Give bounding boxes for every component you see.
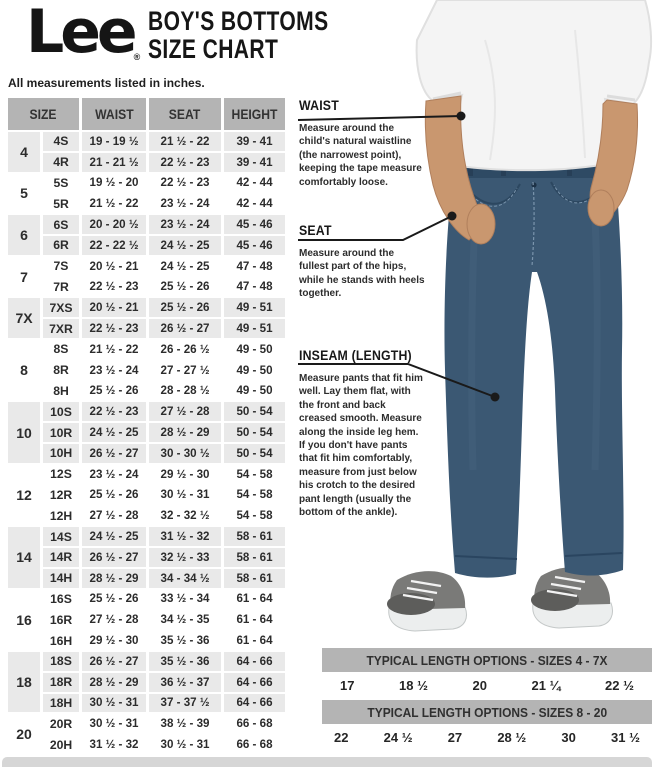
seat-value: 37 - 37 ½	[149, 694, 221, 713]
size-code: 14R	[43, 548, 79, 567]
size-table	[8, 98, 285, 754]
waist-value: 20 ½ - 21	[82, 298, 146, 317]
seat-value: 31 ½ - 32	[149, 527, 221, 546]
length-option-value: 22	[334, 729, 349, 745]
length-option-value: 28 ½	[497, 729, 527, 745]
size-code: 14S	[43, 527, 79, 546]
seat-value: 24 ½ - 25	[160, 259, 210, 273]
height-value: 64 - 66	[224, 694, 285, 713]
column-header-seat: SEAT	[149, 98, 221, 130]
size-code: 12H	[49, 508, 73, 523]
size-group-label: 5	[20, 185, 28, 202]
size-group-label: 7X	[8, 298, 40, 338]
waist-annotation-heading: WAIST	[299, 97, 339, 113]
waist-value: 26 ½ - 27	[82, 444, 146, 463]
height-value: 66 - 68	[236, 738, 273, 751]
seat-value: 35 ½ - 36	[149, 652, 221, 671]
size-code: 16S	[50, 591, 72, 606]
seat-value: 26 ½ - 27	[149, 319, 221, 338]
height-value: 54 - 58	[236, 488, 273, 502]
waist-value: 27 ½ - 28	[89, 613, 139, 627]
size-code: 5R	[53, 196, 69, 211]
height-value: 47 - 48	[236, 280, 273, 294]
waist-value: 31 ½ - 32	[89, 738, 139, 751]
waist-value: 22 ½ - 23	[82, 402, 146, 421]
height-value: 54 - 58	[236, 509, 273, 523]
height-value: 64 - 66	[224, 673, 285, 692]
height-value: 58 - 61	[224, 548, 285, 567]
inseam-annotation	[299, 347, 426, 519]
column-header-waist: WAIST	[82, 98, 146, 130]
height-value: 61 - 64	[236, 634, 273, 648]
waist-value: 30 ½ - 31	[82, 694, 146, 713]
seat-value: 30 ½ - 31	[160, 488, 210, 502]
height-value: 64 - 66	[224, 652, 285, 671]
length-options-4-7x-values	[322, 672, 652, 698]
height-value: 45 - 46	[224, 215, 285, 234]
waist-value: 22 - 22 ½	[82, 236, 146, 255]
height-value: 49 - 50	[236, 363, 273, 377]
size-code: 4R	[43, 153, 79, 172]
size-code: 18H	[43, 694, 79, 713]
lee-logo-text: Lee	[26, 0, 134, 67]
size-code: 6S	[43, 215, 79, 234]
length-option-value: 30	[561, 729, 576, 745]
size-code: 4S	[43, 132, 79, 151]
height-value: 42 - 44	[236, 176, 273, 190]
size-code: 7R	[53, 279, 69, 294]
height-value: 58 - 61	[224, 527, 285, 546]
height-value: 49 - 51	[224, 319, 285, 338]
page-title-line1: BOY'S BOTTOMS	[148, 6, 329, 36]
size-code: 20H	[49, 737, 73, 752]
length-options-8-20	[322, 700, 652, 750]
seat-value: 35 ½ - 36	[160, 634, 210, 648]
size-code: 10S	[43, 402, 79, 421]
column-header-size: SIZE	[8, 98, 79, 130]
waist-value: 28 ½ - 29	[82, 673, 146, 692]
size-group-label: 20	[16, 726, 32, 743]
size-code: 18R	[43, 673, 79, 692]
waist-value: 21 ½ - 22	[89, 197, 139, 211]
seat-value: 33 ½ - 34	[160, 592, 210, 606]
height-value: 58 - 61	[224, 569, 285, 588]
height-value: 47 - 48	[236, 259, 273, 273]
waist-value: 25 ½ - 26	[89, 384, 139, 398]
seat-value: 34 ½ - 35	[160, 613, 210, 627]
size-code: 7S	[53, 259, 69, 274]
seat-value: 32 - 32 ½	[160, 509, 210, 523]
waist-value: 26 ½ - 27	[82, 548, 146, 567]
inseam-annotation-heading: INSEAM (LENGTH)	[299, 347, 412, 363]
size-code: 8S	[53, 342, 69, 357]
length-option-value: 27	[447, 729, 463, 745]
size-code: 10R	[43, 423, 79, 442]
waist-annotation	[299, 97, 426, 189]
seat-value: 30 - 30 ½	[149, 444, 221, 463]
lee-logo	[26, 0, 141, 67]
height-value: 49 - 50	[236, 342, 273, 356]
size-code: 18S	[43, 652, 79, 671]
size-group-label: 16	[16, 611, 32, 628]
registered-mark: ®	[133, 52, 141, 62]
waist-value: 27 ½ - 28	[89, 509, 139, 523]
height-value: 54 - 58	[236, 467, 273, 481]
seat-value: 22 ½ - 23	[160, 176, 210, 190]
length-option-value: 31 ½	[611, 729, 640, 745]
waist-value: 19 ½ - 20	[89, 176, 139, 190]
height-value: 50 - 54	[224, 444, 285, 463]
seat-value: 38 ½ - 39	[160, 717, 210, 731]
length-options-4-7x	[322, 648, 652, 698]
length-options-8-20-values	[322, 724, 652, 750]
waist-value: 24 ½ - 25	[82, 423, 146, 442]
waist-value: 29 ½ - 30	[89, 634, 139, 648]
size-code: 7XR	[43, 319, 79, 338]
length-option-value: 22 ½	[605, 677, 634, 693]
waist-value: 20 ½ - 21	[89, 259, 139, 273]
size-code: 8H	[53, 383, 69, 398]
size-code: 5S	[53, 175, 69, 190]
size-code: 8R	[53, 363, 69, 378]
length-options-8-20-title-bar: TYPICAL LENGTH OPTIONS - SIZES 8 - 20	[322, 700, 652, 724]
size-code: 10H	[43, 444, 79, 463]
seat-value: 26 - 26 ½	[160, 342, 210, 356]
size-code: 12S	[50, 467, 72, 482]
waist-value: 26 ½ - 27	[82, 652, 146, 671]
size-code: 20R	[49, 716, 73, 731]
column-header-height: HEIGHT	[224, 98, 285, 130]
waist-value: 20 - 20 ½	[82, 215, 146, 234]
seat-value: 28 ½ - 29	[149, 423, 221, 442]
height-value: 45 - 46	[224, 236, 285, 255]
seat-value: 36 ½ - 37	[149, 673, 221, 692]
waist-value: 22 ½ - 23	[89, 280, 139, 294]
height-value: 49 - 51	[224, 298, 285, 317]
length-option-value: 17	[340, 677, 355, 693]
waist-value: 30 ½ - 31	[89, 717, 139, 731]
height-value: 66 - 68	[236, 717, 273, 731]
size-group-label: 8	[20, 362, 28, 379]
seat-value: 25 ½ - 26	[160, 280, 210, 294]
seat-value: 32 ½ - 33	[149, 548, 221, 567]
size-group-label: 12	[16, 486, 32, 503]
size-group-label: 14	[8, 527, 40, 587]
seat-value: 23 ½ - 24	[160, 197, 210, 211]
seat-value: 23 ½ - 24	[149, 215, 221, 234]
size-code: 14H	[43, 569, 79, 588]
seat-value: 27 ½ - 28	[149, 402, 221, 421]
waist-value: 25 ½ - 26	[89, 488, 139, 502]
size-group-label: 6	[8, 215, 40, 255]
inseam-annotation-text: Measure pants that fit him well. Lay them flat, with the front and back creased smooth. Measure along the inside leg hem. If you don't have pants that fit him comfortably, measure from just below his crotch to the desired pant length (usually the bottom of the ankle).	[299, 373, 423, 518]
height-value: 39 - 41	[224, 153, 285, 172]
waist-value: 25 ½ - 26	[89, 592, 139, 606]
height-value: 50 - 54	[224, 423, 285, 442]
length-option-value: 24 ½	[383, 729, 413, 745]
size-group-label: 7	[20, 268, 28, 285]
waist-value: 21 ½ - 22	[89, 342, 139, 356]
height-value: 50 - 54	[224, 402, 285, 421]
height-value: 61 - 64	[236, 613, 273, 627]
seat-value: 29 ½ - 30	[160, 467, 210, 481]
waist-value: 22 ½ - 23	[82, 319, 146, 338]
waist-value: 28 ½ - 29	[82, 569, 146, 588]
height-value: 49 - 50	[236, 384, 273, 398]
waist-value: 19 - 19 ½	[82, 132, 146, 151]
size-code: 12R	[49, 487, 73, 502]
size-group-label: 4	[8, 132, 40, 172]
waist-value: 23 ½ - 24	[89, 363, 139, 377]
size-code: 6R	[43, 236, 79, 255]
length-options-4-7x-title-bar: TYPICAL LENGTH OPTIONS - SIZES 4 - 7X	[322, 648, 652, 672]
length-option-value: 18 ½	[399, 677, 428, 693]
seat-annotation-text: Measure around the fullest part of the hips, while he stands with heels together.	[299, 248, 425, 300]
seat-value: 34 - 34 ½	[149, 569, 221, 588]
page-title-line2: SIZE CHART	[148, 33, 279, 64]
seat-value: 24 ½ - 25	[149, 236, 221, 255]
length-option-value: 20	[472, 677, 487, 693]
seat-value: 22 ½ - 23	[149, 153, 221, 172]
bottom-strip	[2, 757, 652, 767]
height-value: 39 - 41	[224, 132, 285, 151]
waist-value: 23 ½ - 24	[89, 467, 139, 481]
seat-value: 30 ½ - 31	[160, 738, 210, 751]
height-value: 61 - 64	[236, 592, 273, 606]
seat-annotation-heading: SEAT	[299, 222, 332, 238]
seat-value: 27 - 27 ½	[160, 363, 210, 377]
size-group-label: 10	[8, 402, 40, 462]
seat-value: 21 ½ - 22	[149, 132, 221, 151]
seat-annotation	[299, 222, 426, 301]
height-value: 42 - 44	[236, 197, 273, 211]
waist-value: 24 ½ - 25	[82, 527, 146, 546]
waist-value: 21 - 21 ½	[82, 153, 146, 172]
size-group-label: 18	[8, 652, 40, 712]
size-code: 16R	[49, 612, 73, 627]
length-option-value: 21 ¼	[531, 677, 561, 693]
measurements-note: All measurements listed in inches.	[8, 76, 205, 90]
size-code: 16H	[49, 633, 73, 648]
seat-value: 28 - 28 ½	[160, 384, 210, 398]
size-code: 7XS	[43, 298, 79, 317]
seat-value: 25 ½ - 26	[149, 298, 221, 317]
waist-annotation-text: Measure around the child's natural waistline (the narrowest point), keeping the tape measure comfortably loose.	[299, 123, 422, 188]
